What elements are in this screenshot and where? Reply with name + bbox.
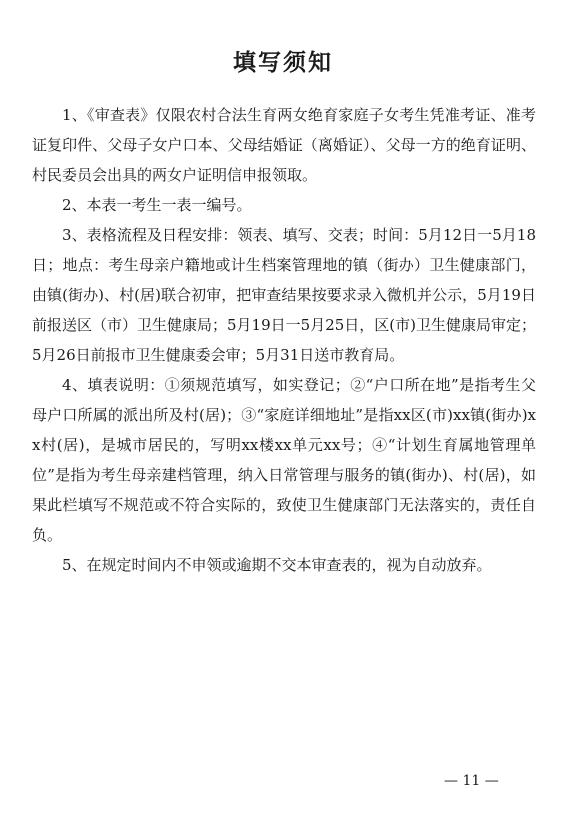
page-title: 填写须知	[233, 50, 333, 76]
notice-body	[32, 100, 536, 580]
paragraph-4: 4、填表说明：①须规范填写，如实登记；②“户口所在地”是指考生父母户口所属的派出所及村(居)；③“家庭详细地址”是指xx区(市)xx镇(街办)x x村(居)，是城市居民的，写明xx楼xx单元xx号；④“计划生育属地管理单位”是指为考生母亲建档管理，纳入日常管理与服务的镇(街办)、村(居)，如果此栏填写不规范或不符合实际的，致使卫生健康部门无法落实的，责任自负。	[32, 376, 536, 544]
paragraph-3: 3、表格流程及日程安排：领表、填写、交表；时间：5月12日一5月18日；地点：考生母亲户籍地或计生档案管理地的镇（街办）卫生健康部门，由镇(街办)、村(居)联合初审，把审查结果按要求录入微机并公示，5月19日前报送区（市）卫生健康局；5月19日一5月25日，区(市)卫生健康局审定；5月26日前报市卫生健康委会审；5月31日送市教育局。	[32, 226, 536, 364]
page-number: — 11 —	[444, 773, 499, 789]
paragraph-5: 5、在规定时间内不申领或逾期不交本审查表的，视为自动放弃。	[62, 556, 492, 574]
paragraph-2: 2、本表一考生一表一编号。	[62, 196, 252, 214]
paragraph-1: 1、《审查表》仅限农村合法生育两女绝育家庭子女考生凭准考证、准考证复印件、父母子女户口本、父母结婚证（离婚证）、父母一方的绝育证明、村民委员会出具的两女户证明信申报领取。	[32, 106, 536, 184]
